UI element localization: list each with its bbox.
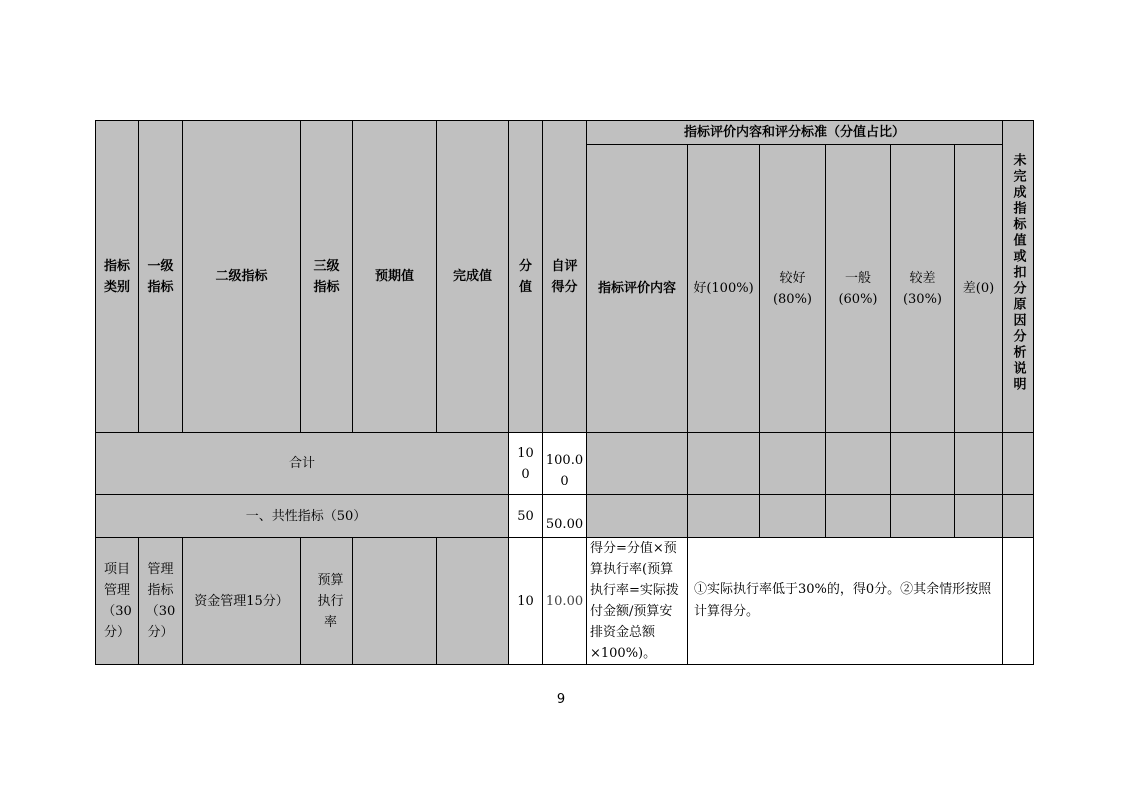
- header-expected: 预期值: [353, 121, 437, 433]
- header-level3: 三级 指标: [301, 121, 353, 433]
- item-criteria-content: 得分=分值×预算执行率(预算执行率=实际拨付金额/预算安排资金总额×100%)。: [587, 538, 688, 665]
- header-reason-cell: [1003, 121, 1034, 433]
- item-reason: [1003, 538, 1034, 665]
- total-points: 10 0: [509, 433, 543, 495]
- common-empty-6: [955, 495, 1003, 538]
- header-points: 分 值: [509, 121, 543, 433]
- header-actual: 完成值: [437, 121, 509, 433]
- total-empty-3: [760, 433, 826, 495]
- total-label: 合计: [96, 433, 509, 495]
- common-score: 50.00: [543, 495, 587, 538]
- item-level3: 预算 执行 率: [301, 538, 353, 665]
- common-empty-2: [688, 495, 760, 538]
- item-level2: 资金管理15分）: [183, 538, 301, 665]
- header-good: 好(100%): [688, 145, 760, 433]
- total-empty-6: [955, 433, 1003, 495]
- header-self-score: 自评 得分: [543, 121, 587, 433]
- header-indicator-type: 指标 类别: [96, 121, 139, 433]
- total-empty-1: [587, 433, 688, 495]
- header-criteria-group: 指标评价内容和评分标准（分值占比）: [587, 121, 1003, 145]
- total-score: 100.0 0: [543, 433, 587, 495]
- item-level1: 管理 指标 （30 分）: [139, 538, 183, 665]
- total-empty-4: [826, 433, 891, 495]
- performance-evaluation-table: [95, 120, 1034, 665]
- item-score: 10.00: [543, 538, 587, 665]
- header-bad: 差(0): [955, 145, 1003, 433]
- total-empty-7: [1003, 433, 1034, 495]
- common-empty-1: [587, 495, 688, 538]
- common-label: 一、共性指标（50）: [96, 495, 509, 538]
- header-criteria-content: 指标评价内容: [587, 145, 688, 433]
- header-poor: 较差 (30%): [891, 145, 955, 433]
- item-actual: [437, 538, 509, 665]
- header-level2: 二级指标: [183, 121, 301, 433]
- common-empty-3: [760, 495, 826, 538]
- item-standard: ①实际执行率低于30%的，得0分。②其余情形按照计算得分。: [688, 538, 1003, 665]
- common-empty-5: [891, 495, 955, 538]
- total-empty-5: [891, 433, 955, 495]
- total-empty-2: [688, 433, 760, 495]
- item-points: 10: [509, 538, 543, 665]
- common-empty-4: [826, 495, 891, 538]
- header-fairly-good: 较好 (80%): [760, 145, 826, 433]
- common-points: 50: [509, 495, 543, 538]
- common-empty-7: [1003, 495, 1034, 538]
- page-number: 9: [556, 692, 566, 707]
- item-indicator-type: 项目 管理 （30 分）: [96, 538, 139, 665]
- header-average: 一般 (60%): [826, 145, 891, 433]
- header-level1: 一级 指标: [139, 121, 183, 433]
- item-expected: [353, 538, 437, 665]
- header-reason: 未完成指标值或扣分原因分析说明: [1010, 153, 1026, 393]
